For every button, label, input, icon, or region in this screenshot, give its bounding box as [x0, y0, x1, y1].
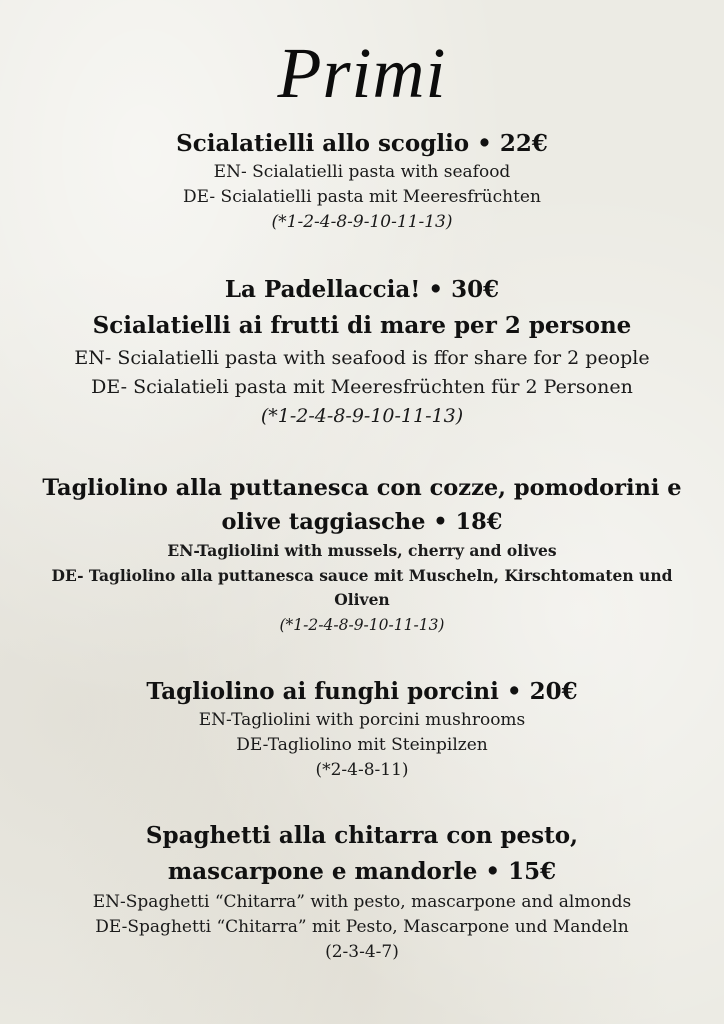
- dish-name: Scialatielli allo scoglio • 22€: [176, 130, 548, 157]
- dish-description-de: DE- Scialatielli pasta mit Meeresfrüchten: [183, 187, 541, 207]
- dish-name: Tagliolino ai funghi porcini • 20€: [146, 678, 578, 705]
- dish-allergens: (*1-2-4-8-9-10-11-13): [279, 615, 445, 634]
- dish-description-en: EN- Scialatielli pasta with seafood: [213, 162, 511, 182]
- dish-allergens: (*2-4-8-11): [315, 760, 409, 780]
- menu-item-la-padellaccia: [0, 272, 724, 431]
- dish-allergens: (*1-2-4-8-9-10-11-13): [271, 212, 453, 232]
- menu-item-spaghetti-chitarra: [0, 818, 724, 965]
- dish-description-de: DE- Scialatieli pasta mit Meeresfrüchten für 2 Personen: [91, 376, 633, 398]
- dish-name: Spaghetti alla chitarra con pesto,: [145, 822, 579, 849]
- dish-allergens: (*1-2-4-8-9-10-11-13): [260, 405, 464, 427]
- dish-description-de: DE-Spaghetti “Chitarra” mit Pesto, Mascarpone und Mandeln: [95, 917, 629, 937]
- dish-name-continued: olive taggiasche • 18€: [221, 509, 503, 535]
- menu-item-tagliolino-puttanesca: [0, 471, 724, 637]
- dish-description-de-continued: Oliven: [334, 590, 390, 609]
- dish-name: La Padellaccia! • 30€: [224, 276, 500, 303]
- dish-name: Tagliolino alla puttanesca con cozze, pomodorini e: [42, 475, 682, 501]
- menu-title: Primi: [277, 33, 447, 113]
- dish-allergens: (2-3-4-7): [325, 942, 399, 962]
- dish-description-en: EN-Tagliolini with porcini mushrooms: [198, 710, 526, 730]
- dish-description-de: DE-Tagliolino mit Steinpilzen: [236, 735, 488, 755]
- dish-description-en: EN-Spaghetti “Chitarra” with pesto, mascarpone and almonds: [92, 892, 632, 912]
- menu-item-scialatielli-allo-scoglio: [0, 128, 724, 235]
- dish-description-de: DE- Tagliolino alla puttanesca sauce mit Muscheln, Kirschtomaten und: [51, 565, 673, 585]
- menu-item-tagliolino-funghi-porcini: [0, 676, 724, 783]
- dish-description-en: EN- Scialatielli pasta with seafood is ffor share for 2 people: [74, 347, 650, 369]
- dish-description-en: EN-Tagliolini with mussels, cherry and olives: [167, 541, 557, 560]
- dish-subtitle: Scialatielli ai frutti di mare per 2 persone: [92, 312, 632, 339]
- dish-name-continued: mascarpone e mandorle • 15€: [167, 858, 557, 885]
